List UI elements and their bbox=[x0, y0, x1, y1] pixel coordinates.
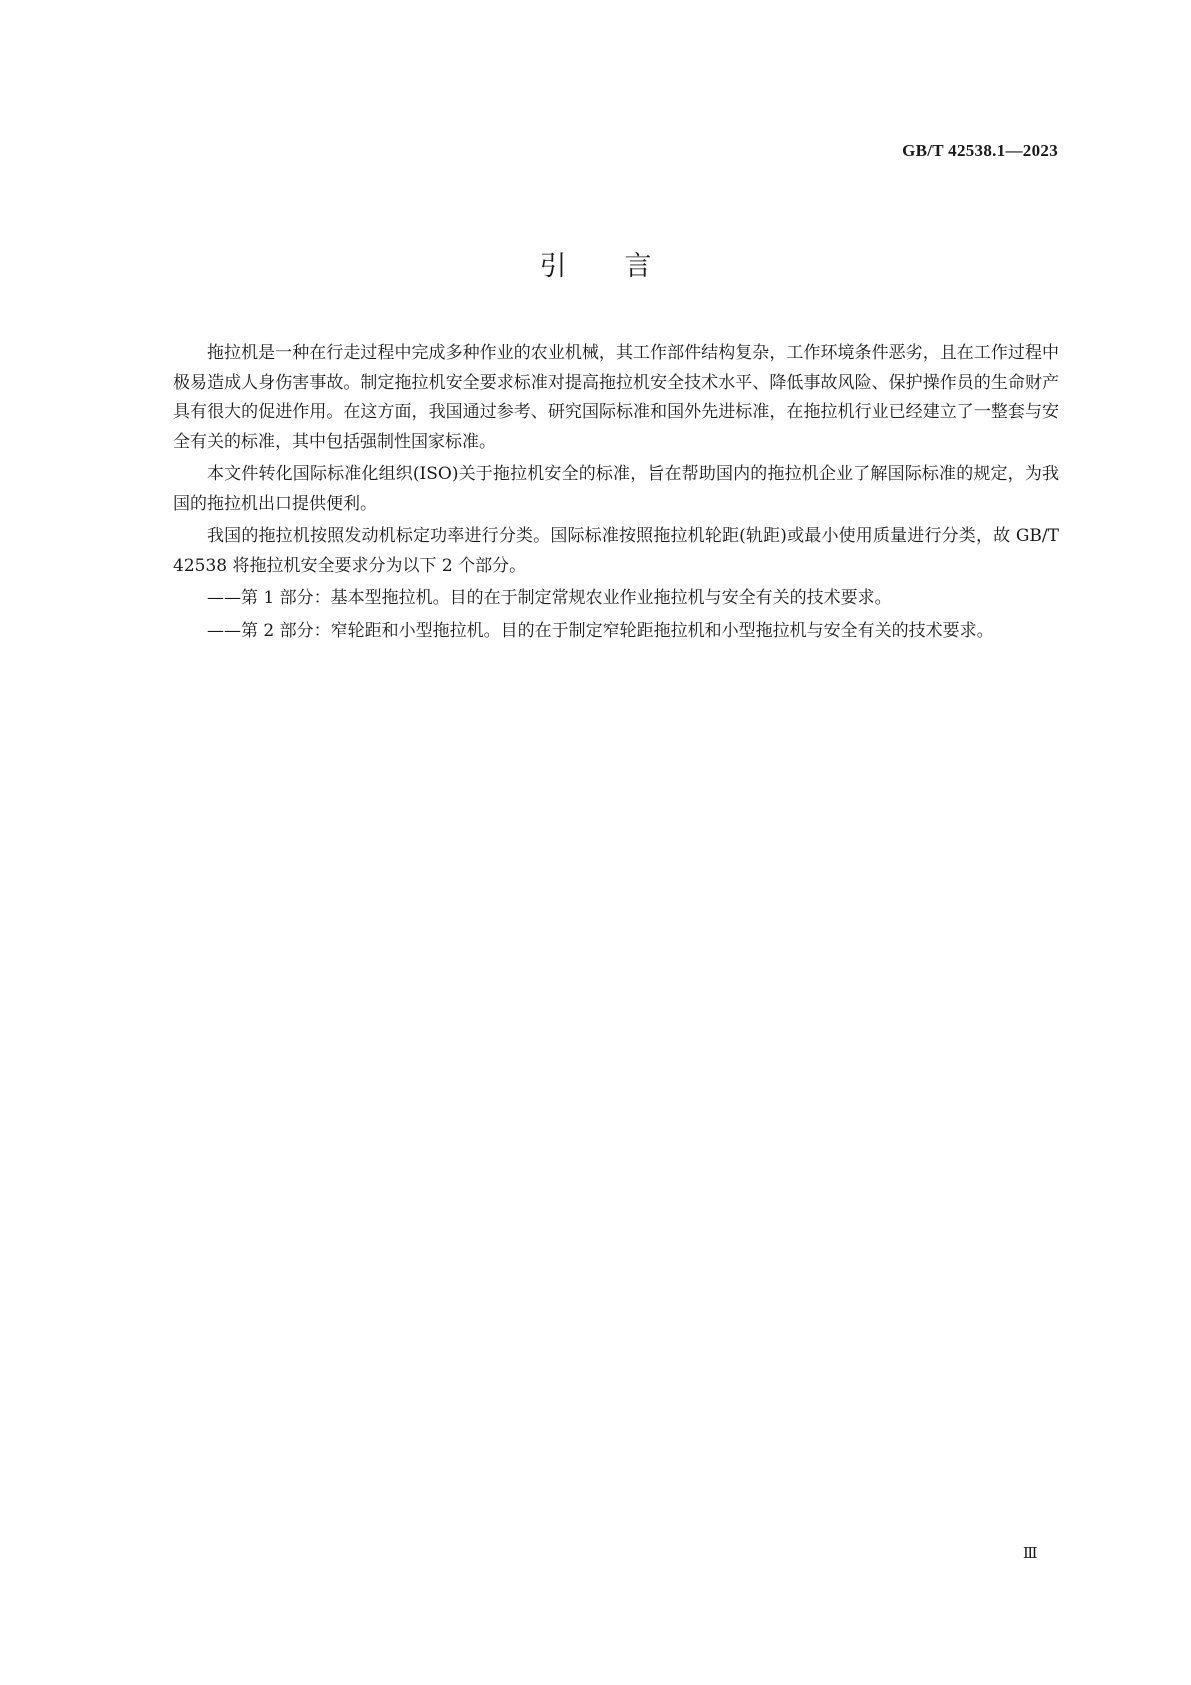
page-number: Ⅲ bbox=[1023, 1546, 1038, 1562]
page-title: 引言 bbox=[539, 251, 710, 282]
paragraph-3: 我国的拖拉机按照发动机标定功率进行分类。国际标准按照拖拉机轮距(轨距)或最小使用质量进行分类，故 GB/T 42538 将拖拉机安全要求分为以下 2 个部分。 bbox=[173, 526, 1059, 576]
paragraph-2: 本文件转化国际标准化组织(ISO)关于拖拉机安全的标准，旨在帮助国内的拖拉机企业了解国际标准的规定，为我国的拖拉机出口提供便利。 bbox=[173, 464, 1059, 514]
list-item-text: ——第 2 部分：窄轮距和小型拖拉机。目的在于制定窄轮距拖拉机和小型拖拉机与安全有关的技术要求。 bbox=[207, 620, 994, 641]
list-item-part-1 bbox=[173, 584, 1059, 614]
standard-code: GB/T 42538.1—2023 bbox=[902, 141, 1058, 160]
introduction-body bbox=[173, 339, 1059, 649]
list-item-text: ——第 1 部分：基本型拖拉机。目的在于制定常规农业作业拖拉机与安全有关的技术要求。 bbox=[207, 588, 892, 608]
paragraph-1: 拖拉机是一种在行走过程中完成多种作业的农业机械，其工作部件结构复杂，工作环境条件恶劣，且在工作过程中极易造成人身伤害事故。制定拖拉机安全要求标准对提高拖拉机安全技术水平、降低事故风险、保护操作员的生命财产具有很大的促进作用。在这方面，我国通过参考、研究国际标准和国外先进标准，在拖拉机行业已经建立了一整套与安全有关的标准，其中包括强制性国家标准。 bbox=[173, 343, 1059, 452]
list-item-part-2 bbox=[173, 617, 1059, 647]
